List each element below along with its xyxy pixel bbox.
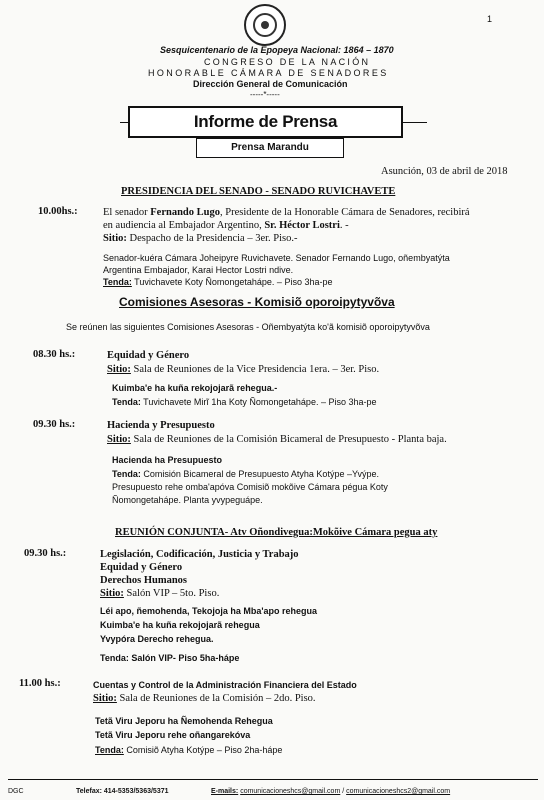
commission-name-guarani: Hacienda ha Presupuesto (112, 455, 223, 465)
commission-name-guarani: Yvypóra Derecho rehegua. (100, 634, 214, 644)
time-label: 09.30 hs.: (33, 419, 76, 430)
page-number: 1 (487, 14, 493, 24)
commission-name-guarani: Kuimba'e ha kuña rekojojarã rehegua (100, 620, 260, 630)
time-label: 09.30 hs.: (24, 548, 67, 559)
header-congress: CONGRESO DE LA NACIÓN (204, 57, 371, 67)
commission-name-guarani: Tetã Viru Jeporu rehe oñangarekóva (95, 730, 251, 740)
dateline: Asunción, 03 de abril de 2018 (381, 166, 508, 177)
footer-rule (8, 779, 538, 780)
report-subtitle: Prensa Marandu (196, 138, 344, 158)
header-senate: HONORABLE CÁMARA DE SENADORES (148, 68, 389, 78)
section-heading-joint-meeting: REUNIÓN CONJUNTA- Atv Oñondivegua:Mokõive Cámara pegua aty (115, 527, 438, 538)
commission-name: Legislación, Codificación, Justicia y Trabajo (100, 549, 299, 560)
commission-name: Hacienda y Presupuesto (107, 420, 215, 431)
event-venue: Sitio: Sala de Reuniones de la Comisión – 2do. Piso. (93, 693, 316, 704)
commission-name-guarani: Tetã Viru Jeporu ha Ñemohenda Rehegua (95, 716, 273, 726)
time-label: 08.30 hs.: (33, 349, 76, 360)
commission-name: Cuentas y Control de la Administración Financiera del Estado (93, 680, 357, 690)
header-directorate: Dirección General de Comunicación (193, 79, 348, 89)
banner-rule-right (403, 122, 427, 123)
time-label: 10.00hs.: (38, 206, 78, 217)
event-text-guarani: Argentina Embajador, Karai Hector Lostri ndive. (103, 265, 294, 275)
event-venue-guarani: Tenda: Comisiõ Atyha Kotýpe – Piso 2ha-hápe (95, 745, 283, 755)
commission-name: Equidad y Género (100, 562, 183, 573)
section-heading-presidency: PRESIDENCIA DEL SENADO - SENADO RUVICHAVETE (121, 186, 396, 197)
commission-name-guarani: Kuimba'e ha kuña rekojojarã rehegua.- (112, 383, 278, 393)
event-text-guarani: Senador-kuéra Cámara Joheipyre Ruvichavete. Senador Fernando Lugo, oñembyatýta (103, 253, 450, 263)
event-venue: Sitio: Sala de Reuniones de la Comisión Bicameral de Presupuesto - Planta baja. (107, 434, 447, 445)
report-banner (128, 106, 403, 138)
footer-emails: E-mails: comunicacioneshcs@gmail.com / comunicacioneshcs2@gmail.com (211, 788, 451, 795)
time-label: 11.00 hs.: (19, 678, 61, 689)
event-venue: Sitio: Salón VIP – 5to. Piso. (100, 588, 220, 599)
event-venue-guarani: Tenda: Comisión Bicameral de Presupuesto Atyha Kotýpe –Yvýpe. (112, 469, 379, 479)
header-anniversary: Sesquicentenario de la Epopeya Nacional: 1864 – 1870 (160, 45, 394, 55)
footer-telefax: Telefax: 414-5353/5363/5371 (76, 788, 169, 795)
event-text: El senador Fernando Lugo, Presidente de la Honorable Cámara de Senadores, recibirá (103, 207, 470, 218)
email-link[interactable]: comunicacioneshcs@gmail.com (240, 788, 341, 795)
event-venue-guarani: Presupuesto rehe omba'apóva Comisiõ mokõive Cámara pégua Koty (112, 482, 388, 492)
event-text: en audiencia al Embajador Argentino, Sr. Héctor Lostri. - (103, 220, 349, 231)
event-venue-guarani: Ñomongetahápe. Planta yvypeguápe. (112, 495, 263, 505)
national-seal-icon (244, 4, 286, 46)
event-venue: Sitio: Despacho de la Presidencia – 3er. Piso.- (103, 233, 298, 244)
header-separator: -----*----- (250, 90, 280, 99)
email-link[interactable]: comunicacioneshcs2@gmail.com (346, 788, 451, 795)
banner-rule-left (120, 122, 128, 123)
event-venue: Sitio: Sala de Reuniones de la Vice Presidencia 1era. – 3er. Piso. (107, 364, 380, 375)
event-venue-guarani: Tenda: Tuvichavete Mirĩ 1ha Koty Ñomongetahápe. – Piso 3ha-pe (112, 397, 377, 407)
section-intro: Se reúnen las siguientes Comisiones Asesoras - Oñembyatýta ko'ã komisiõ oporoipytyvõva (66, 322, 430, 332)
commission-name-guarani: Léi apo, ñemohenda, Tekojoja ha Mba'apo rehegua (100, 606, 318, 616)
event-venue-guarani: Tenda: Tuvichavete Koty Ñomongetahápe. – Piso 3ha-pe (103, 277, 333, 287)
commission-name: Derechos Humanos (100, 575, 188, 586)
section-heading-commissions: Comisiones Asesoras - Komisiõ oporoipytyvõva (119, 295, 395, 309)
footer-code: DGC (8, 788, 24, 795)
commission-name: Equidad y Género (107, 350, 190, 361)
report-title: Informe de Prensa (193, 112, 338, 131)
event-venue-guarani: Tenda: Salón VIP- Piso 5ha-hápe (100, 653, 240, 663)
